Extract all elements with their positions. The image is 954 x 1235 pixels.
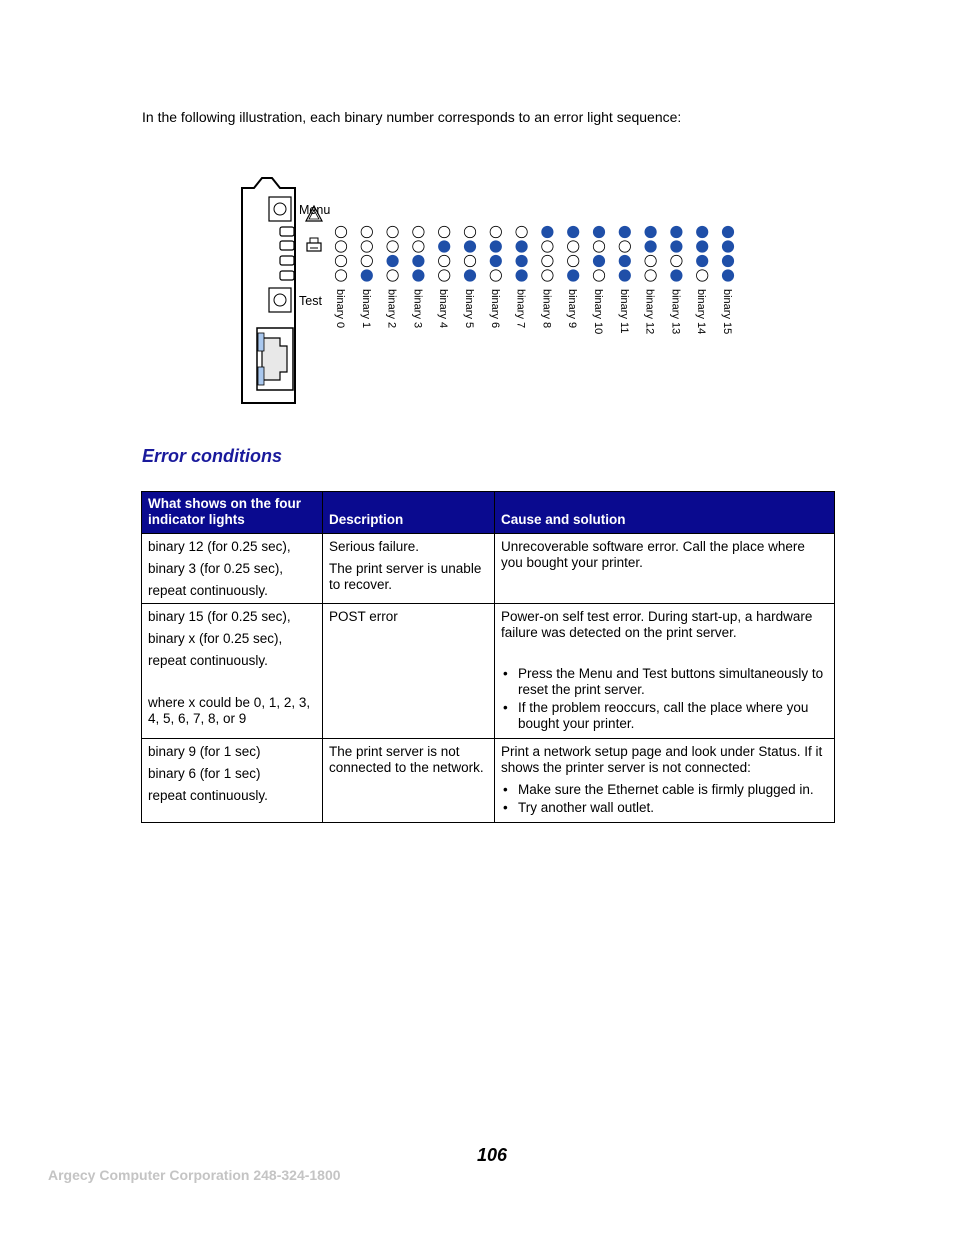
- binary-label: binary 1: [359, 289, 372, 329]
- lights-line: binary x (for 0.25 sec),: [148, 631, 283, 646]
- light-on: [619, 226, 630, 237]
- footer-text: Argecy Computer Corporation 248-324-1800: [48, 1167, 341, 1183]
- light-on: [568, 270, 579, 281]
- light-on: [490, 255, 501, 266]
- description-cell: [323, 604, 495, 739]
- header-indicator-lights: What shows on the four indicator lights: [142, 492, 323, 534]
- light-on: [697, 255, 708, 266]
- header-cause-solution: Cause and solution: [495, 492, 835, 534]
- light-on: [542, 226, 553, 237]
- light-off: [361, 241, 372, 252]
- test-button-circle: [274, 294, 286, 306]
- light-off: [568, 255, 579, 266]
- light-on: [593, 255, 604, 266]
- lights-note: where x could be 0, 1, 2, 3, 4, 5, 6, 7, 8, or 9: [148, 695, 311, 726]
- light-off: [335, 226, 346, 237]
- light-on: [619, 270, 630, 281]
- light-on: [722, 241, 733, 252]
- light-off: [490, 226, 501, 237]
- light-on: [516, 270, 527, 281]
- light-off: [697, 270, 708, 281]
- section-title: Error conditions: [142, 446, 283, 466]
- page-number: 106: [477, 1145, 508, 1165]
- indicator-light-diagram: [240, 176, 740, 406]
- light-on: [722, 255, 733, 266]
- cause-text: Print a network setup page and look under Status. If it shows the printer server is not connected:: [501, 744, 823, 775]
- light-off: [542, 270, 553, 281]
- indicator-light-illustration: [240, 176, 740, 406]
- binary-label: binary 3: [411, 289, 424, 329]
- light-on: [413, 270, 424, 281]
- light-off: [568, 241, 579, 252]
- light-on: [464, 241, 475, 252]
- description-text: Serious failure.: [329, 539, 420, 554]
- lights-line: binary 9 (for 1 sec): [148, 744, 261, 759]
- light-on: [464, 270, 475, 281]
- cause-cell: [495, 739, 835, 823]
- light-on: [722, 270, 733, 281]
- binary-label: binary 9: [566, 289, 579, 329]
- binary-label: binary 2: [385, 289, 398, 329]
- test-label: Test: [299, 294, 322, 308]
- light-on: [387, 255, 398, 266]
- light-on: [697, 226, 708, 237]
- light-on: [593, 226, 604, 237]
- light-on: [645, 241, 656, 252]
- lights-line: binary 3 (for 0.25 sec),: [148, 561, 284, 576]
- light-on: [671, 241, 682, 252]
- light-off: [387, 270, 398, 281]
- solution-list: [501, 782, 828, 816]
- lights-line: repeat continuously.: [148, 583, 268, 598]
- light-on: [361, 270, 372, 281]
- light-on: [697, 241, 708, 252]
- lights-cell: [142, 604, 323, 739]
- table-row: [142, 604, 835, 739]
- list-item: • Press the Menu and Test buttons simultaneously to reset the print server.: [501, 666, 828, 698]
- lights-line: repeat continuously.: [148, 788, 268, 803]
- light-off: [645, 270, 656, 281]
- binary-label: binary 4: [437, 289, 450, 329]
- light-off: [387, 241, 398, 252]
- light-off: [387, 226, 398, 237]
- cause-cell: [495, 534, 835, 604]
- binary-label: binary 5: [463, 289, 475, 329]
- header-description: Description: [323, 492, 495, 534]
- light-on: [516, 255, 527, 266]
- binary-label: binary 15: [721, 289, 733, 335]
- light-on: [671, 270, 682, 281]
- binary-label: binary 10: [592, 289, 604, 335]
- table-header-row: [142, 492, 835, 534]
- cause-cell: [495, 604, 835, 739]
- list-item: • Try another wall outlet.: [501, 800, 828, 816]
- light-off: [361, 255, 372, 266]
- light-off: [413, 241, 424, 252]
- solution-list: [501, 666, 828, 732]
- list-item: • Make sure the Ethernet cable is firmly plugged in.: [501, 782, 828, 798]
- description-cell: [323, 739, 495, 823]
- ethernet-port: [257, 328, 293, 390]
- binary-label: binary 7: [514, 289, 527, 329]
- light-off: [542, 255, 553, 266]
- light-off: [671, 255, 682, 266]
- light-off: [645, 255, 656, 266]
- light-off: [464, 226, 475, 237]
- binary-label: binary 0: [334, 289, 346, 329]
- binary-label: binary 8: [540, 289, 553, 329]
- binary-label: binary 14: [695, 289, 708, 335]
- light-on: [490, 241, 501, 252]
- light-off: [542, 241, 553, 252]
- light-on: [645, 226, 656, 237]
- light-on: [568, 226, 579, 237]
- binary-label: binary 6: [488, 289, 501, 329]
- light-off: [516, 226, 527, 237]
- light-off: [361, 226, 372, 237]
- light-on: [439, 241, 450, 252]
- list-item: • If the problem reoccurs, call the place where you bought your printer.: [501, 700, 828, 732]
- light-on: [413, 255, 424, 266]
- description-text: The print server is not connected to the network.: [329, 744, 484, 775]
- menu-button-circle: [274, 203, 286, 215]
- light-off: [335, 270, 346, 281]
- lights-line: binary 15 (for 0.25 sec),: [148, 609, 291, 624]
- binary-label: binary 12: [643, 289, 656, 335]
- light-off: [490, 270, 501, 281]
- light-off: [593, 270, 604, 281]
- lights-cell: [142, 534, 323, 604]
- description-text: POST error: [329, 609, 398, 624]
- binary-label: binary 11: [617, 289, 630, 334]
- light-off: [593, 241, 604, 252]
- lights-cell: [142, 739, 323, 823]
- light-off: [439, 270, 450, 281]
- light-off: [464, 255, 475, 266]
- binary-label: binary 13: [669, 289, 682, 335]
- lights-line: binary 6 (for 1 sec): [148, 766, 261, 781]
- light-on: [619, 255, 630, 266]
- lights-line: repeat continuously.: [148, 653, 268, 668]
- printer-icon: [307, 238, 321, 251]
- menu-label: Menu: [299, 203, 331, 217]
- cause-text: Unrecoverable software error. Call the place where you bought your printer.: [501, 539, 805, 570]
- intro-text: In the following illustration, each binary number corresponds to an error light sequence:: [142, 109, 682, 125]
- cause-text: Power-on self test error. During start-up, a hardware failure was detected on the print server.: [501, 609, 813, 640]
- light-off: [413, 226, 424, 237]
- light-on: [671, 226, 682, 237]
- description-cell: [323, 534, 495, 604]
- light-off: [439, 226, 450, 237]
- light-off: [335, 241, 346, 252]
- light-off: [335, 255, 346, 266]
- error-conditions-table: [141, 491, 835, 823]
- table-row: [142, 534, 835, 604]
- description-text: The print server is unable to recover.: [329, 561, 482, 592]
- table-row: [142, 739, 835, 823]
- light-off: [439, 255, 450, 266]
- lights-line: binary 12 (for 0.25 sec),: [148, 539, 291, 554]
- light-off: [619, 241, 630, 252]
- light-on: [722, 226, 733, 237]
- light-on: [516, 241, 527, 252]
